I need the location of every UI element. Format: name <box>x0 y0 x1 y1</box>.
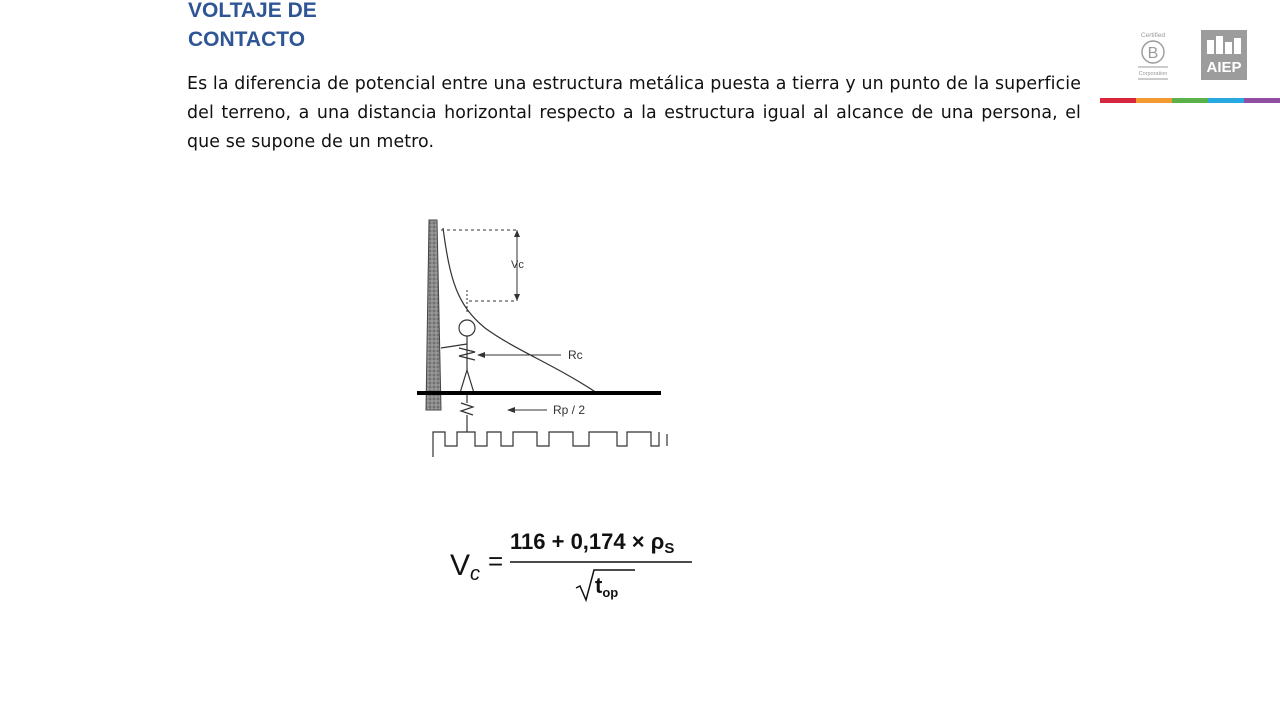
color-bar-segment <box>1208 98 1244 103</box>
bcorp-letter: B <box>1147 45 1159 62</box>
aiep-logo <box>1201 30 1247 80</box>
formula-numerator: 116 + 0,174 × ρS <box>510 529 675 557</box>
formula-denominator: top <box>595 573 619 600</box>
earth-reference <box>433 432 659 457</box>
metal-structure <box>426 220 441 410</box>
aiep-logo-text: AIEP <box>1206 59 1242 76</box>
svg-text:=: = <box>488 546 504 576</box>
slide-body-text: Es la diferencia de potencial entre una estructura metálica puesta a tierra y un punto de la superficie del terreno, a una distancia horizontal respecto a la estructura igual al alcance de una persona, el que se supone de un metro. <box>187 74 1081 152</box>
person-head <box>459 320 475 336</box>
slide-title-line2: CONTACTO <box>188 28 306 51</box>
color-bar-segment <box>1136 98 1172 103</box>
color-bar-segment <box>1100 98 1136 103</box>
bcorp-bottom-text: Corporation <box>1138 71 1168 77</box>
color-bar-segment <box>1244 98 1280 103</box>
brand-color-bar <box>1100 98 1280 103</box>
slide-title <box>188 0 488 54</box>
contact-voltage-formula <box>440 520 700 610</box>
color-bar-segment <box>1172 98 1208 103</box>
rc-label: Rc <box>568 348 583 362</box>
contact-voltage-diagram <box>405 210 675 465</box>
vc-label: Vc <box>511 259 524 271</box>
potential-curve <box>443 228 597 393</box>
bcorp-logo <box>1133 30 1173 82</box>
slide-title-line1: VOLTAJE DE <box>188 0 317 22</box>
bcorp-top-text: Certified <box>1140 32 1166 39</box>
formula-lhs: Vc <box>450 549 481 585</box>
rp-label: Rp / 2 <box>553 403 586 417</box>
